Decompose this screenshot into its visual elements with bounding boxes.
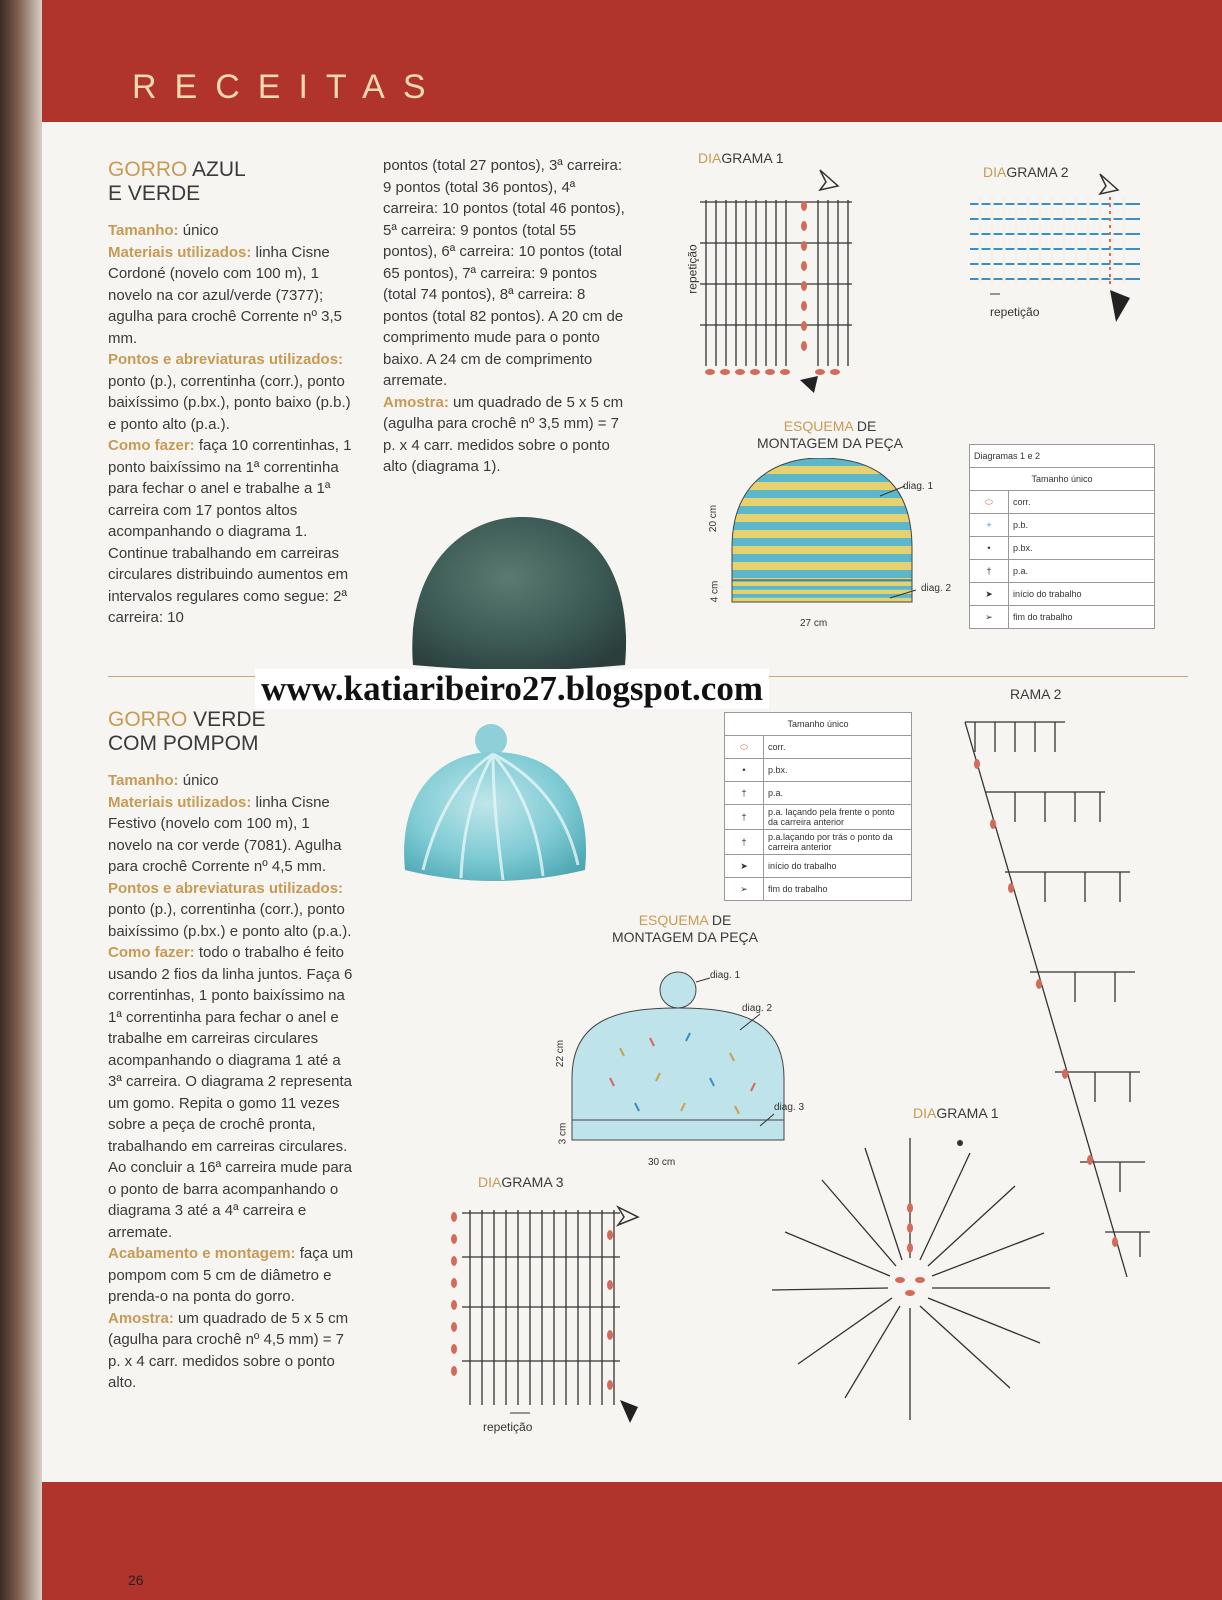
recipe2-column (108, 708, 358, 1394)
recipe1-height1: 20 cm (708, 504, 720, 533)
legend2-text: p.a. (764, 782, 912, 805)
recipe2-height1: 22 cm (555, 1039, 567, 1068)
legend1-sym: † (970, 560, 1009, 583)
recipe2-diag3-label: diag. 3 (774, 1102, 805, 1113)
legend2-text: corr. (764, 736, 912, 759)
recipe2-width: 30 cm (648, 1157, 676, 1168)
legend2-subtitle: Tamanho único (725, 713, 912, 736)
recipe1-howto: Como fazer: faça 10 correntinhas, 1 ponto baixíssimo na 1ª correntinha para fechar o anel e trabalhe a 1ª carreira com 17 pontos altos acompanhando o diagrama 1. Continue trabalhando em carreiras circulares distribuindo aumentos em intervalos regulares como segue: 2ª carreira: 10 (108, 437, 352, 626)
recipe1-diag1-label: diag. 1 (903, 481, 934, 492)
blog-watermark: www.katiaribeiro27.blogspot.com (255, 669, 769, 709)
legend1-text: fim do trabalho (1009, 606, 1155, 629)
recipe1-scheme-drawing (720, 458, 930, 618)
magazine-spine (0, 0, 42, 1600)
recipe2-title: GORRO VERDE COM POMPOM (108, 708, 266, 755)
recipe2-scheme-drawing (560, 968, 790, 1168)
legend1-sym: + (970, 514, 1009, 537)
recipe1-diagram1-title: DIAGRAMA 1 (698, 150, 784, 166)
legend1-sym: ⬭ (970, 491, 1009, 514)
legend1-text: p.b. (1009, 514, 1155, 537)
recipe1-sample: Amostra: um quadrado de 5 x 5 cm (agulha para crochê nº 3,5 mm) = 7 p. x 4 carr. medidos sobre o ponto alto (diagrama 1). (383, 393, 624, 475)
recipe2-howto: Como fazer: todo o trabalho é feito usando 2 fios da linha juntos. Faça 6 correntinhas, 1 ponto baixíssimo na 1ª correntinha para fechar o anel e trabalhe em carreiras circulares acompanhando o diagrama 1 até a 3ª carreira. O diagrama 2 representa um gomo. Repita o gomo 11 vezes sobre a peça de crochê pronta, trabalhando em carreiras circulares. Ao concluir a 16ª carreira mude para o ponto de barra acompanhando o diagrama 3 até a 4ª carreira e arremate. (108, 944, 353, 1241)
recipe1-column2 (383, 155, 631, 478)
legend2-text: p.a. laçando pela frente o ponto da carreira anterior (764, 805, 912, 830)
legend1-sym: • (970, 537, 1009, 560)
legend2-sym: ➢ (725, 878, 764, 901)
recipe2-materials: Materiais utilizados: linha Cisne Festivo (novelo com 100 m), 1 novelo na cor verde (7081). Agulha para crochê Corrente nº 4,5 mm. (108, 793, 342, 875)
legend2-sym: † (725, 830, 764, 855)
legend2-sym: † (725, 782, 764, 805)
legend1-subtitle: Tamanho único (970, 468, 1155, 491)
recipe2-stitches: Pontos e abreviaturas utilizados: ponto (p.), correntinha (corr.), ponto baixíssimo (p.bx.) e ponto alto (p.a.). (108, 879, 352, 940)
legend1-text: início do trabalho (1009, 583, 1155, 606)
recipe2-legend (724, 712, 912, 901)
legend2-text: início do trabalho (764, 855, 912, 878)
recipe2-height2: 3 cm (557, 1122, 569, 1145)
recipe2-diagram1-title: DIAGRAMA 1 (913, 1105, 999, 1121)
recipe1-width: 27 cm (800, 618, 828, 629)
recipe2-diag2-label: diag. 2 (742, 1003, 773, 1014)
section-title: RECEITAS (132, 68, 444, 106)
green-pompom-hat-photo (393, 720, 603, 890)
legend2-text: p.a.laçando por trás o ponto da carreira anterior (764, 830, 912, 855)
recipe1-stitches: Pontos e abreviaturas utilizados: ponto (p.), correntinha (corr.), ponto baixíssimo (p.bx.), ponto baixo (p.b.) e ponto alto (p.a.). (108, 351, 351, 433)
recipe1-column1 (108, 158, 358, 629)
recipe1-diagram1-repeat: repetição (685, 244, 700, 294)
recipe1-diagram2-chart (960, 172, 1150, 327)
legend1-text: p.bx. (1009, 537, 1155, 560)
recipe2-diagram2-chart (955, 712, 1175, 1292)
recipe1-scheme-title: ESQUEMA DE MONTAGEM DA PEÇA (757, 418, 903, 451)
legend1-title: Diagramas 1 e 2 (970, 445, 1155, 468)
legend1-text: p.a. (1009, 560, 1155, 583)
recipe1-diagram1-chart (680, 168, 860, 393)
recipe2-sample: Amostra: um quadrado de 5 x 5 cm (agulha para crochê nº 4,5 mm) = 7 p. x 4 carr. medidos sobre o ponto alto. (108, 1309, 349, 1391)
legend2-sym: ➤ (725, 855, 764, 878)
recipe2-scheme-title: ESQUEMA DE MONTAGEM DA PEÇA (612, 912, 758, 945)
recipe2-size: Tamanho: único (108, 772, 219, 789)
legend2-sym: ⬭ (725, 736, 764, 759)
recipe2-diag1-label: diag. 1 (710, 970, 741, 981)
recipe2-finish: Acabamento e montagem: faça um pompom com 5 cm de diâmetro e prenda-o na ponta do gorro. (108, 1245, 354, 1305)
recipe1-height2: 4 cm (709, 580, 721, 603)
legend2-sym: † (725, 805, 764, 830)
footer-band (0, 1482, 1222, 1600)
legend1-sym: ➢ (970, 606, 1009, 629)
legend2-text: fim do trabalho (764, 878, 912, 901)
legend1-text: corr. (1009, 491, 1155, 514)
recipe1-title: GORRO AZUL E VERDE (108, 158, 246, 205)
legend2-sym: • (725, 759, 764, 782)
legend2-text: p.bx. (764, 759, 912, 782)
blue-green-hat-photo (395, 505, 640, 680)
recipe1-diag2-label: diag. 2 (921, 583, 952, 594)
page-number: 26 (128, 1572, 144, 1588)
recipe2-diagram3-chart (440, 1195, 650, 1425)
recipe1-diagram2-title: DIAGRAMA 2 (983, 164, 1069, 180)
recipe2-diagram3-title: DIAGRAMA 3 (478, 1174, 564, 1190)
recipe2-diagram2-title: RAMA 2 (1010, 686, 1062, 702)
recipe1-size: Tamanho: único (108, 222, 219, 239)
recipe1-diagram2-repeat: repetição (990, 305, 1040, 319)
recipe1-materials: Materiais utilizados: linha Cisne Cordoné (novelo com 100 m), 1 novelo na cor azul/verde (7377); agulha para crochê Corrente nº 3,5 mm. (108, 243, 342, 347)
legend1-sym: ➤ (970, 583, 1009, 606)
recipe1-legend (969, 444, 1155, 629)
recipe1-rows-text: pontos (total 27 pontos), 3ª carreira: 9 pontos (total 36 pontos), 4ª carreira: 10 pontos (total 46 pontos), 5ª carreira: 9 pontos (total 55 pontos), 6ª carreira: 10 pontos (total 65 pontos), 7ª carreira: 9 pontos (total 74 pontos), 8ª carreira: 8 pontos (total 82 pontos). A 20 cm de comprimento mude para o ponto baixo. A 24 cm de comprimento arremate. (383, 157, 625, 389)
recipe2-diagram3-repeat: repetição (483, 1420, 533, 1434)
